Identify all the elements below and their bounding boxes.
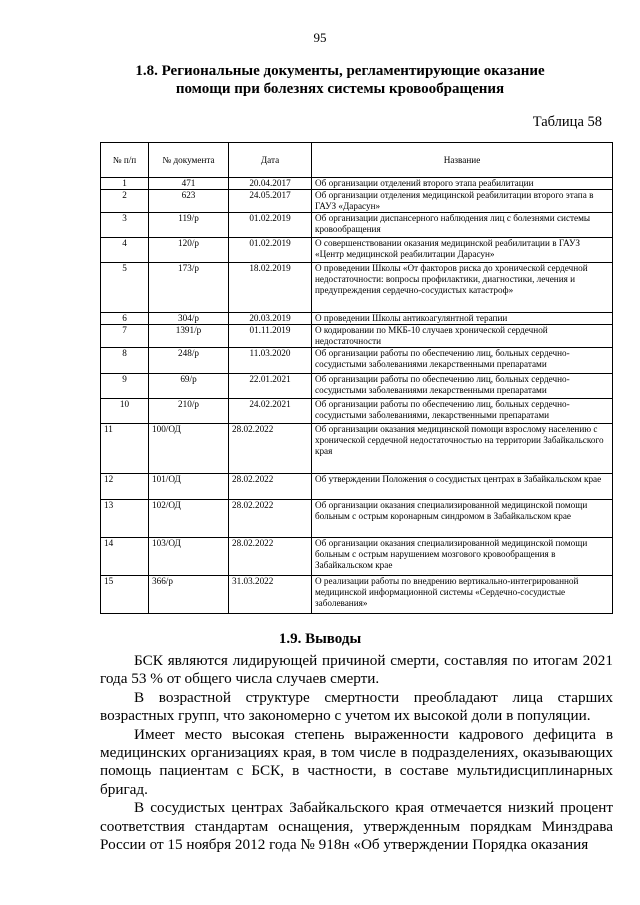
table-row xyxy=(101,263,613,313)
row-document: 471 xyxy=(149,178,229,190)
conclusions-heading: 1.9. Выводы xyxy=(278,631,362,647)
paragraph: В сосудистых центрах Забайкальского края отмечается низкий процент соответствия стандартам оснащения, утвержденным порядкам Минздрава России от 15 ноября 2012 года № 918н «Об утверждении Порядка оказания xyxy=(100,799,613,854)
row-number: 5 xyxy=(101,263,149,313)
table-row xyxy=(101,474,613,500)
header-date: Дата xyxy=(229,143,312,178)
row-name: Об организации работы по обеспечению лиц, больных сердечно-сосудистыми заболеваниями лекарственными препаратами xyxy=(312,348,613,374)
row-document: 623 xyxy=(149,190,229,213)
row-number: 10 xyxy=(101,399,149,424)
row-name: О кодировании по МКБ-10 случаев хронической сердечной недостаточности xyxy=(312,325,613,348)
table-row xyxy=(101,399,613,424)
row-name: О проведении Школы «От факторов риска до хронической сердечной недостаточности: вопросы профилактики, диагностики, лечения и предупреждения сердечно-сосудистых катастроф» xyxy=(312,263,613,313)
row-number: 11 xyxy=(101,424,149,474)
row-document: 119/р xyxy=(149,213,229,238)
header-name: Название xyxy=(312,143,613,178)
row-number: 1 xyxy=(101,178,149,190)
row-number: 15 xyxy=(101,576,149,614)
row-document: 173/р xyxy=(149,263,229,313)
row-date: 20.03.2019 xyxy=(229,313,312,325)
row-number: 8 xyxy=(101,348,149,374)
table-row xyxy=(101,325,613,348)
table-row xyxy=(101,424,613,474)
row-number: 14 xyxy=(101,538,149,576)
row-name: Об организации оказания специализированной медицинской помощи больным с острым коронарным синдромом в Забайкальском крае xyxy=(312,500,613,538)
row-document: 69/р xyxy=(149,374,229,399)
paragraph: БСК являются лидирующей причиной смерти, составляя по итогам 2021 года 53 % от общего числа случаев смерти. xyxy=(100,652,613,688)
row-number: 4 xyxy=(101,238,149,263)
row-document: 210/р xyxy=(149,399,229,424)
row-date: 28.02.2022 xyxy=(229,424,312,474)
row-date: 01.02.2019 xyxy=(229,238,312,263)
table-row xyxy=(101,238,613,263)
row-name: Об организации отделения медицинской реабилитации второго этапа в ГАУЗ «Дарасун» xyxy=(312,190,613,213)
row-date: 20.04.2017 xyxy=(229,178,312,190)
row-number: 6 xyxy=(101,313,149,325)
header-document: № документа xyxy=(149,143,229,178)
row-document: 120/р xyxy=(149,238,229,263)
table-row xyxy=(101,374,613,399)
row-document: 1391/р xyxy=(149,325,229,348)
header-number: № п/п xyxy=(101,143,149,178)
table-row xyxy=(101,213,613,238)
row-date: 11.03.2020 xyxy=(229,348,312,374)
conclusions-text xyxy=(100,652,613,854)
section-title: 1.8. Региональные документы, регламентирующие оказание помощи при болезнях системы кровообращения xyxy=(135,63,545,97)
row-date: 28.02.2022 xyxy=(229,538,312,576)
table-row xyxy=(101,190,613,213)
row-number: 12 xyxy=(101,474,149,500)
row-document: 366/р xyxy=(149,576,229,614)
row-date: 22.01.2021 xyxy=(229,374,312,399)
row-number: 7 xyxy=(101,325,149,348)
row-date: 18.02.2019 xyxy=(229,263,312,313)
row-document: 101/ОД xyxy=(149,474,229,500)
paragraph: В возрастной структуре смертности преобладают лица старших возрастных групп, что закономерно с учетом их высокой доли в популяции. xyxy=(100,688,613,725)
row-number: 9 xyxy=(101,374,149,399)
table-row xyxy=(101,500,613,538)
row-name: Об организации оказания специализированной медицинской помощи больным с острым нарушением мозгового кровообращения в Забайкальском крае xyxy=(312,538,613,576)
table-row xyxy=(101,313,613,325)
row-document: 103/ОД xyxy=(149,538,229,576)
row-document: 248/р xyxy=(149,348,229,374)
row-name: О реализации работы по внедрению вертикально-интегрированной медицинской информационной системы «Сердечно-сосудистые заболевания» xyxy=(312,576,613,614)
row-document: 102/ОД xyxy=(149,500,229,538)
table-header-row xyxy=(101,143,613,178)
row-number: 3 xyxy=(101,213,149,238)
row-name: Об организации оказания медицинской помощи взрослому населению с хронической сердечной недостаточностью на территории Забайкальского края xyxy=(312,424,613,474)
row-number: 13 xyxy=(101,500,149,538)
table-row xyxy=(101,538,613,576)
row-name: Об утверждении Положения о сосудистых центрах в Забайкальском крае xyxy=(312,474,613,500)
table-row xyxy=(101,576,613,614)
row-name: Об организации работы по обеспечению лиц, больных сердечно-сосудистыми заболеваниями лекарственными препаратами xyxy=(312,374,613,399)
paragraph: Имеет место высокая степень выраженности кадрового дефицита в медицинских организациях края, в том числе в подразделениях, оказывающих помощь пациентам с БСК, в частности, в составе мультидисциплинарных бригад. xyxy=(100,725,613,798)
row-date: 01.11.2019 xyxy=(229,325,312,348)
row-date: 28.02.2022 xyxy=(229,500,312,538)
table-row xyxy=(101,178,613,190)
row-number: 2 xyxy=(101,190,149,213)
row-name: О совершенствовании оказания медицинской реабилитации в ГАУЗ «Центр медицинской реабилитации Дарасун» xyxy=(312,238,613,263)
row-name: О проведении Школы антикоагулянтной терапии xyxy=(312,313,613,325)
row-date: 24.05.2017 xyxy=(229,190,312,213)
row-date: 28.02.2022 xyxy=(229,474,312,500)
row-name: Об организации работы по обеспечению лиц, больных сердечно-сосудистыми заболеваниями, лекарственными препаратами xyxy=(312,399,613,424)
row-document: 304/р xyxy=(149,313,229,325)
row-date: 01.02.2019 xyxy=(229,213,312,238)
table-row xyxy=(101,348,613,374)
page-number: 95 xyxy=(313,30,327,45)
table-caption: Таблица 58 xyxy=(532,114,602,130)
row-name: Об организации диспансерного наблюдения лиц с болезнями системы кровообращения xyxy=(312,213,613,238)
row-name: Об организации отделений второго этапа реабилитации xyxy=(312,178,613,190)
row-date: 24.02.2021 xyxy=(229,399,312,424)
documents-table xyxy=(100,142,613,614)
row-document: 100/ОД xyxy=(149,424,229,474)
row-date: 31.03.2022 xyxy=(229,576,312,614)
